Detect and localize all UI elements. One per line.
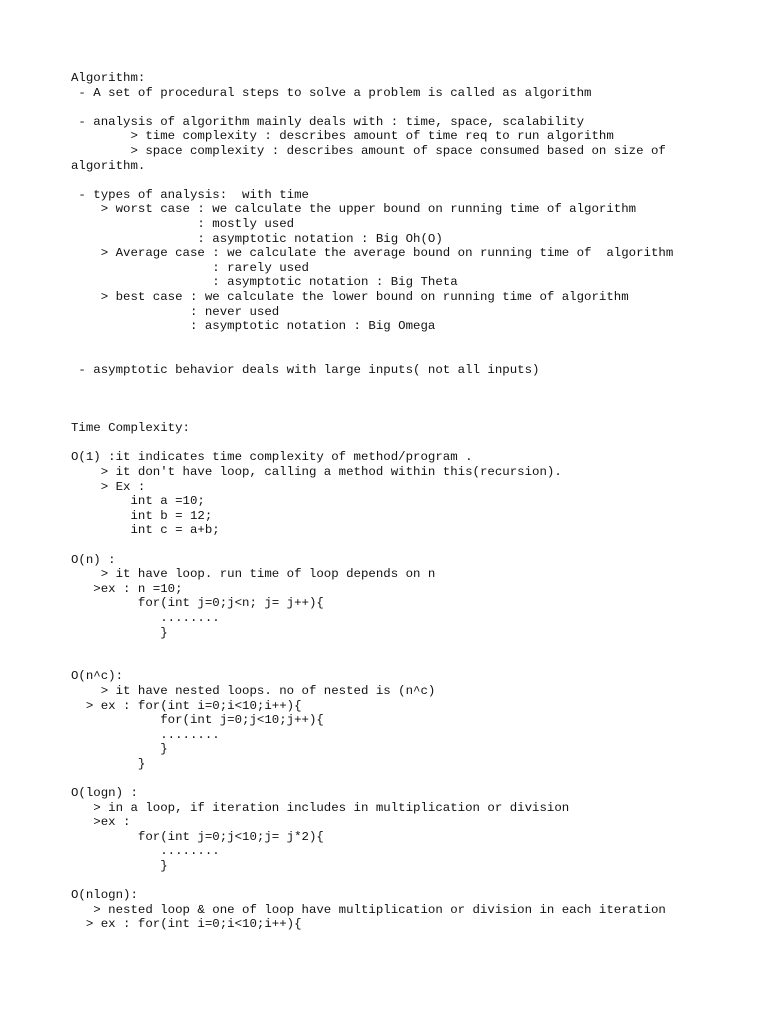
text-line: > time complexity : describes amount of time req to run algorithm: [71, 129, 614, 144]
text-line: > it don't have loop, calling a method within this(recursion).: [71, 465, 562, 480]
text-line: >ex :: [71, 815, 131, 830]
text-line: O(nlogn):: [71, 888, 138, 903]
text-line: : asymptotic notation : Big Oh(O): [71, 231, 443, 246]
blank-line: [71, 377, 711, 392]
blank-line: [71, 538, 711, 553]
text-line: > best case : we calculate the lower bound on running time of algorithm: [71, 289, 629, 304]
text-line: ........: [71, 844, 220, 859]
text-line: O(n) :: [71, 552, 116, 567]
text-line: : asymptotic notation : Big Theta: [71, 275, 458, 290]
text-line: }: [71, 625, 168, 640]
text-line: > Ex :: [71, 479, 146, 494]
text-line: }: [71, 742, 168, 757]
text-line: > it have nested loops. no of nested is (n^c): [71, 683, 436, 698]
blank-line: [71, 334, 711, 349]
text-line: Algorithm:: [71, 71, 146, 85]
text-line: for(int j=0;j<n; j= j++){: [71, 596, 324, 611]
text-line: Time Complexity:: [71, 421, 190, 436]
blank-line: [71, 436, 711, 451]
text-line: int b = 12;: [71, 508, 213, 523]
blank-line: [71, 100, 711, 115]
text-line: : asymptotic notation : Big Omega: [71, 319, 436, 334]
text-line: > in a loop, if iteration includes in multiplication or division: [71, 800, 570, 815]
text-line: ........: [71, 610, 220, 625]
text-line: - types of analysis: with time: [71, 187, 309, 202]
text-line: O(1) :it indicates time complexity of method/program .: [71, 450, 473, 465]
text-line: : never used: [71, 304, 280, 319]
text-line: for(int j=0;j<10;j= j*2){: [71, 829, 324, 844]
text-line: - asymptotic behavior deals with large inputs( not all inputs): [71, 362, 540, 377]
text-line: > it have loop. run time of loop depends on n: [71, 567, 436, 582]
blank-line: [71, 772, 711, 787]
text-line: > Average case : we calculate the average bound on running time of algorithm: [71, 246, 674, 261]
text-line: algorithm.: [71, 158, 146, 173]
blank-line: [71, 640, 711, 655]
text-line: for(int j=0;j<10;j++){: [71, 713, 324, 728]
document-page: [71, 71, 711, 932]
blank-line: [71, 173, 711, 188]
text-line: }: [71, 859, 168, 874]
text-line: > nested loop & one of loop have multiplication or division in each iteration: [71, 902, 666, 917]
text-line: >ex : n =10;: [71, 581, 183, 596]
blank-line: [71, 348, 711, 363]
blank-line: [71, 655, 711, 670]
text-line: > worst case : we calculate the upper bound on running time of algorithm: [71, 202, 637, 217]
text-line: > space complexity : describes amount of space consumed based on size of: [71, 143, 666, 158]
text-line: : rarely used: [71, 260, 309, 275]
text-line: int a =10;: [71, 494, 205, 509]
text-line: }: [71, 756, 146, 771]
blank-line: [71, 874, 711, 889]
text-line: int c = a+b;: [71, 523, 220, 538]
text-line: - A set of procedural steps to solve a problem is called as algorithm: [71, 85, 592, 100]
text-line: > ex : for(int i=0;i<10;i++){: [71, 917, 302, 932]
text-line: O(logn) :: [71, 786, 138, 801]
blank-line: [71, 392, 711, 407]
text-line: O(n^c):: [71, 669, 124, 684]
text-line: ........: [71, 727, 220, 742]
text-line: > ex : for(int i=0;i<10;i++){: [71, 698, 302, 713]
blank-line: [71, 407, 711, 422]
text-line: : mostly used: [71, 216, 295, 231]
text-line: - analysis of algorithm mainly deals with : time, space, scalability: [71, 114, 585, 129]
